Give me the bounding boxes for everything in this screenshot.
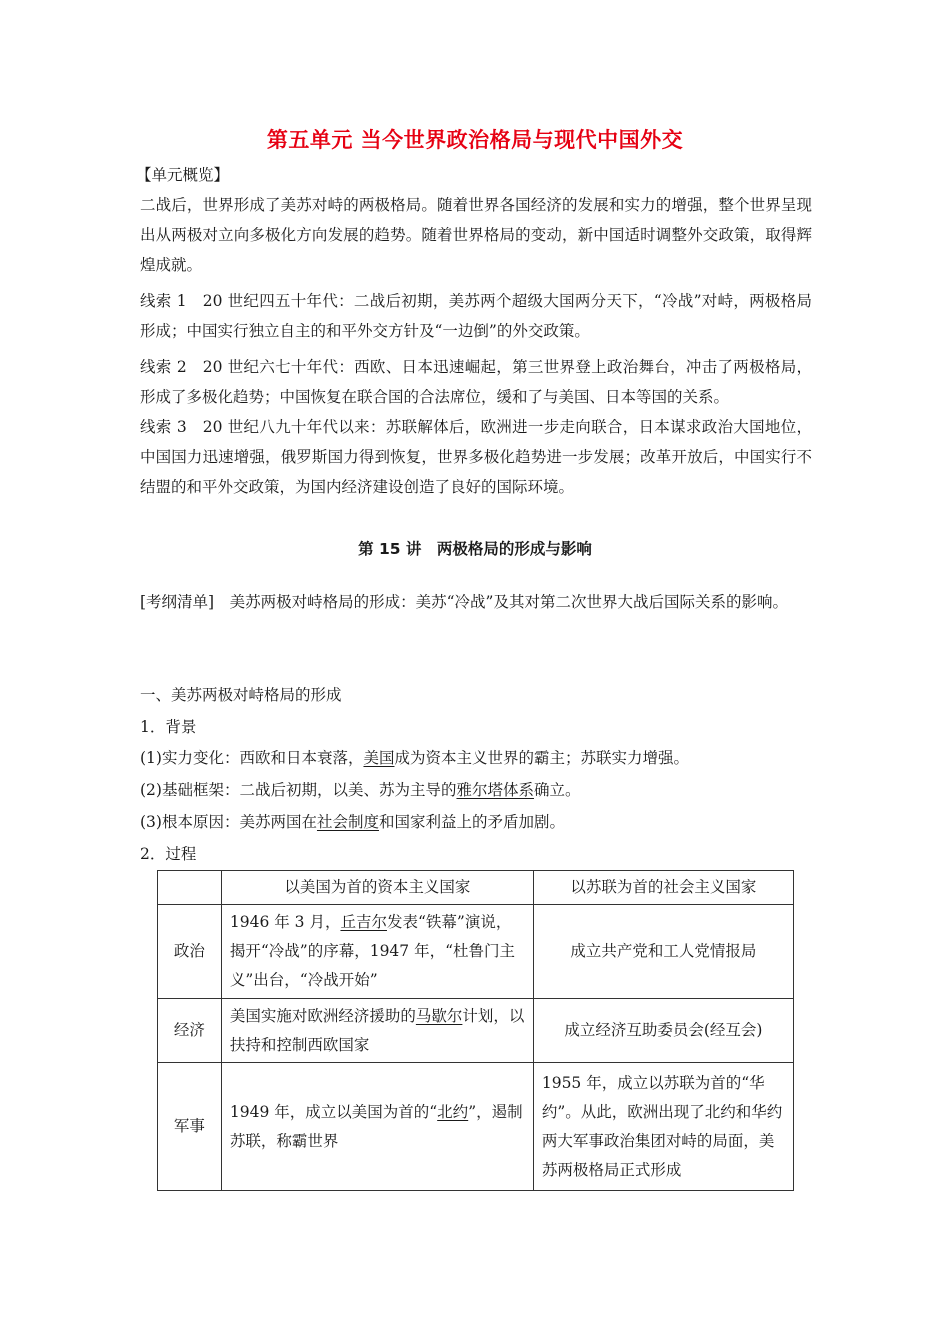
table-row — [158, 999, 794, 1063]
table-cell: 1955 年，成立以苏联为首的“华约”。从此，欧洲出现了北约和华约两大军事政治集团对峙的局面，美苏两极格局正式形成 — [533, 1063, 793, 1191]
table-row — [158, 1063, 794, 1191]
overview-label: 【单元概览】 — [136, 166, 230, 184]
key-term: 丘吉尔 — [340, 913, 387, 931]
key-term: 美国 — [363, 749, 395, 767]
text: (1)实力变化：西欧和日本衰落， — [140, 749, 364, 767]
text: 1946 年 3 月， — [229, 913, 341, 931]
table-header-cell — [158, 871, 222, 905]
section-heading: 一、美苏两极对峙格局的形成 — [140, 686, 342, 704]
table-cell: 成立经济互助委员会(经互会) — [533, 999, 793, 1063]
row-label: 政治 — [158, 905, 222, 999]
clue-1: 线索 1 20 世纪四五十年代：二战后初期，美苏两个超级大国两分天下，“冷战”对峙，两极格局形成；中国实行独立自主的和平外交方针及“一边倒”的外交政策。 — [140, 292, 812, 340]
background-item-3 — [140, 807, 565, 837]
text: 美国实施对欧洲经济援助的 — [229, 1006, 416, 1025]
text: (2)基础框架：二战后初期，以美、苏为主导的 — [140, 781, 457, 799]
text: 和国家利益上的矛盾加剧。 — [378, 813, 565, 831]
table-header-cell: 以苏联为首的社会主义国家 — [533, 871, 793, 905]
text: 1949 年，成立以美国为首的“ — [229, 1102, 438, 1121]
text: (3)根本原因：美苏两国在 — [140, 813, 317, 831]
text: 确立。 — [533, 781, 581, 799]
text: 计划，以扶持和控制西欧国家 — [229, 1006, 525, 1054]
table-cell — [221, 999, 533, 1063]
lecture-title: 第 15 讲 两极格局的形成与影响 — [358, 540, 592, 558]
table-cell — [221, 1063, 533, 1191]
text: ”，遏制苏联，称霸世界 — [229, 1102, 523, 1150]
table-cell — [221, 905, 533, 999]
background-heading: 1．背景 — [140, 718, 197, 736]
table-header-row — [158, 871, 794, 905]
overview-text: 二战后，世界形成了美苏对峙的两极格局。随着世界各国经济的发展和实力的增强，整个世界呈现出从两极对立向多极化方向发展的趋势。随着世界格局的变动，新中国适时调整外交政策，取得辉煌成就。 — [140, 196, 812, 274]
comparison-table — [157, 870, 794, 1191]
key-term: 马歇尔 — [415, 1006, 463, 1025]
background-item-1 — [140, 743, 689, 773]
text: 发表“铁幕”演说，揭开“冷战”的序幕，1947 年，“杜鲁门主义”出台，“冷战开始” — [229, 913, 516, 989]
row-label: 军事 — [158, 1063, 222, 1191]
clue-2: 线索 2 20 世纪六七十年代：西欧、日本迅速崛起，第三世界登上政治舞台，冲击了两极格局，形成了多极化趋势；中国恢复在联合国的合法席位，缓和了与美国、日本等国的关系。 — [140, 358, 812, 406]
key-term: 社会制度 — [316, 813, 379, 831]
text: 成为资本主义世界的霸主；苏联实力增强。 — [394, 749, 689, 767]
clue-3: 线索 3 20 世纪八九十年代以来：苏联解体后，欧洲进一步走向联合，日本谋求政治大国地位，中国国力迅速增强，俄罗斯国力得到恢复，世界多极化趋势进一步发展；改革开放后，中国实行不结盟的和平外交政策，为国内经济建设创造了良好的国际环境。 — [140, 418, 812, 496]
key-term: 雅尔塔体系 — [456, 781, 534, 799]
row-label: 经济 — [158, 999, 222, 1063]
table-header-cell: 以美国为首的资本主义国家 — [221, 871, 533, 905]
key-term: 北约 — [437, 1102, 469, 1121]
background-item-2 — [140, 775, 581, 805]
table-row — [158, 905, 794, 999]
syllabus-text: [考纲清单] 美苏两极对峙格局的形成：美苏“冷战”及其对第二次世界大战后国际关系的影响。 — [140, 593, 788, 611]
process-heading: 2．过程 — [140, 845, 197, 863]
unit-title: 第五单元 当今世界政治格局与现代中国外交 — [266, 128, 684, 152]
table-cell: 成立共产党和工人党情报局 — [533, 905, 793, 999]
